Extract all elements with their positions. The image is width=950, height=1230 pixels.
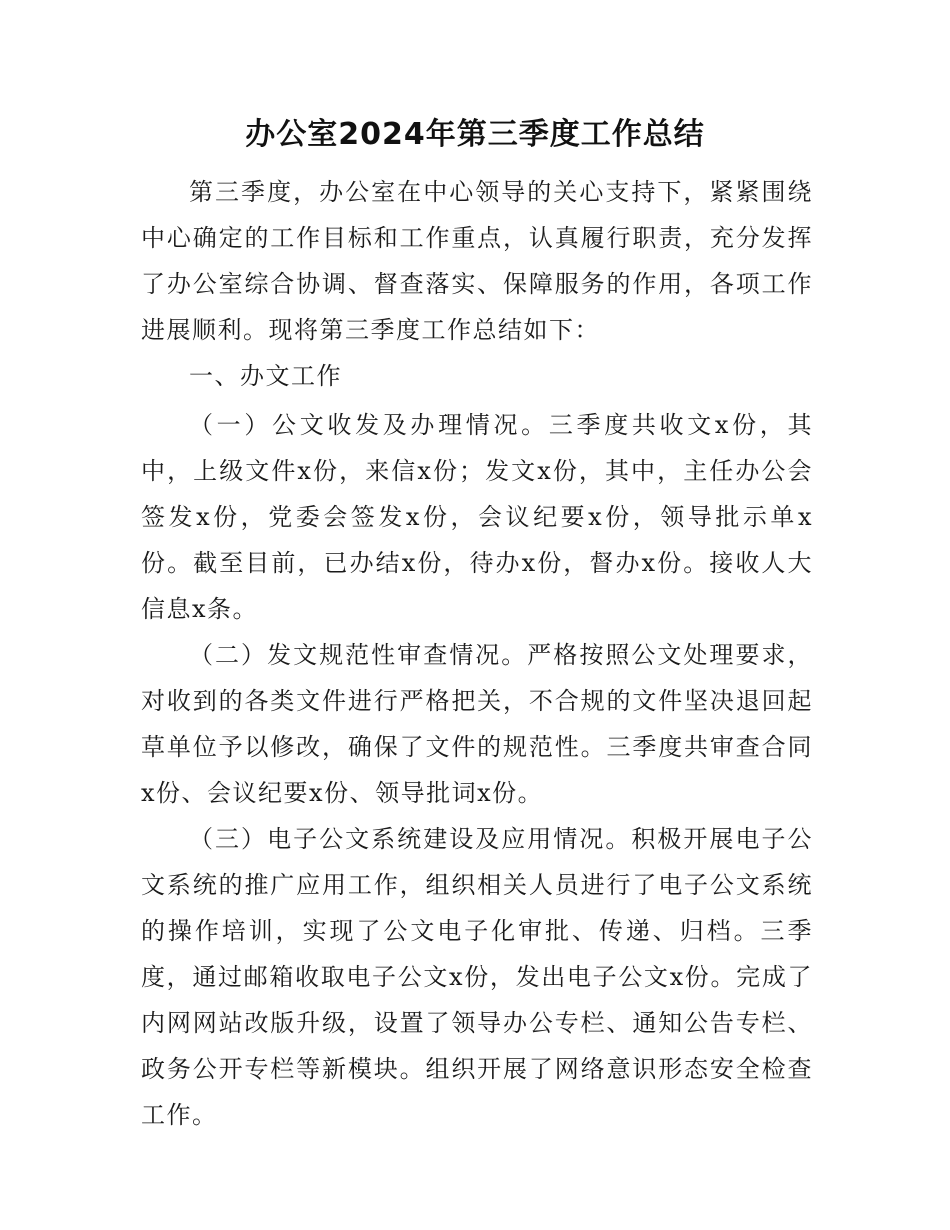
paragraph-document-receipt: （一）公文收发及办理情况。三季度共收文x份，其中，上级文件x份，来信x份；发文x份，其中，主任办公会签发x份，党委会签发x份，会议纪要x份，领导批示单x份。截至目前，已办结x份，待办x份，督办x份。接收人大信息x条。 bbox=[141, 411, 813, 623]
document-title: 办公室2024年第三季度工作总结 bbox=[245, 117, 705, 152]
section-heading: 一、办文工作 bbox=[189, 362, 342, 390]
paragraph-document-review: （二）发文规范性审查情况。严格按照公文处理要求，对收到的各类文件进行严格把关，不合规的文件坚决退回起草单位予以修改，确保了文件的规范性。三季度共审查合同x份、会议纪要x份、领导批词x份。 bbox=[141, 641, 813, 807]
paragraph-electronic-system: （三）电子公文系统建设及应用情况。积极开展电子公文系统的推广应用工作，组织相关人员进行了电子公文系统的操作培训，实现了公文电子化审批、传递、归档。三季度，通过邮箱收取电子公文x份，发出电子公文x份。完成了内网网站改版升级，设置了领导办公专栏、通知公告专栏、政务公开专栏等新模块。组织开展了网络意识形态安全检查工作。 bbox=[141, 825, 813, 1129]
intro-paragraph: 第三季度，办公室在中心领导的关心支持下，紧紧围绕中心确定的工作目标和工作重点，认真履行职责，充分发挥了办公室综合协调、督查落实、保障服务的作用，各项工作进展顺利。现将第三季度工作总结如下： bbox=[141, 178, 813, 344]
